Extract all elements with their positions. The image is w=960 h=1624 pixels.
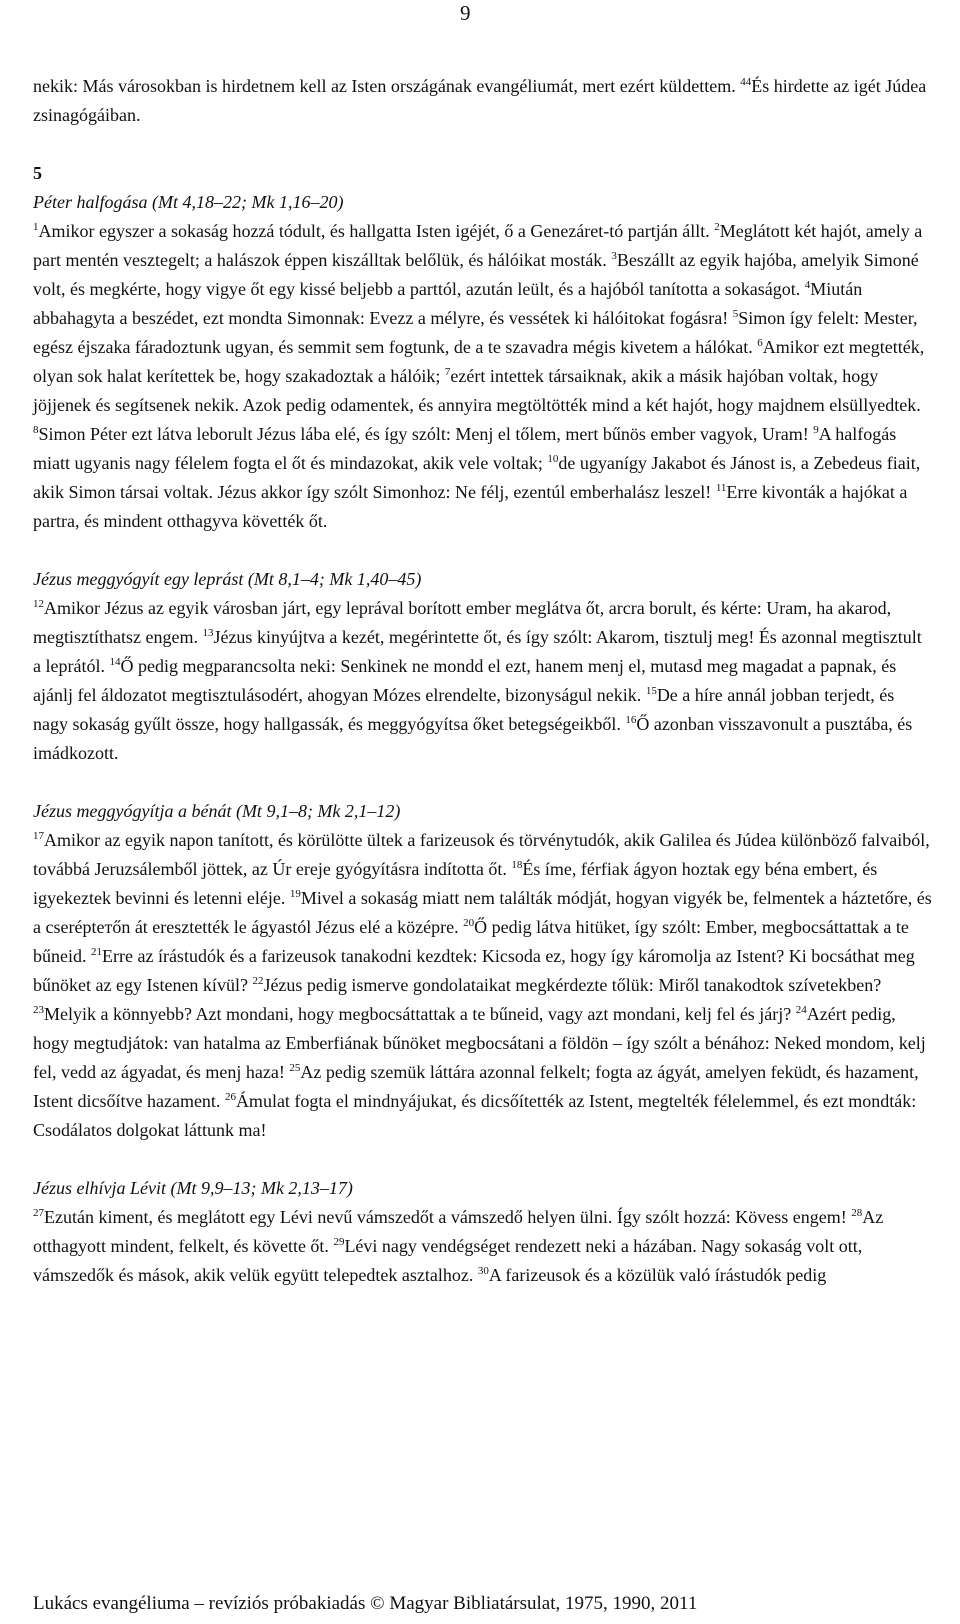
verse-number: 22: [252, 975, 264, 987]
verse-text: Miután abbahagyta a beszédet, ezt mondta Simonnak: Evezz a mélyre, és vessétek ki hálóitokat fogásra!: [33, 279, 863, 328]
verse-text: Jézus kinyújtva a kezét, megérintette őt, és így szólt: Akarom, tisztulj meg! És azonnal megtisztult a leprától.: [33, 627, 922, 676]
section-paragraph: [33, 1203, 933, 1290]
intro-paragraph: [33, 72, 933, 130]
verse-text: Amikor Jézus az egyik városban járt, egy leprával borított ember meglátva őt, arcra borult, és kérte: Uram, ha akarod, megtisztíthatsz engem.: [33, 598, 892, 647]
verse-text: Amikor egyszer a sokaság hozzá tódult, és hallgatta Isten igéjét, ő a Genezáret-tó partján állt.: [38, 221, 715, 241]
verse-text: Melyik a könnyebb? Azt mondani, hogy megbocsáttattak a te bűneid, vagy azt mondani, kelj fel és járj?: [44, 1004, 796, 1024]
verse-text: Erre az írástudók és a farizeusok tanakodni kezdtek: Kicsoda ez, hogy így káromolja az Istent? Ki bocsáthat meg bűnöket az egy Istenen kívül?: [33, 946, 915, 995]
verse-number: 16: [625, 714, 637, 726]
verse-number: 30: [477, 1265, 489, 1277]
verse-number: 23: [33, 1004, 44, 1016]
verse-number: 8: [33, 424, 39, 436]
verse-text: Azért pedig, hogy megtudjátok: van hatalma az Emberfiának bűnöket megbocsátani a földön – így szólt a bénához: Neked mondom, kelj fel, vedd az ágyadat, és menj haza!: [33, 1004, 926, 1082]
verse-text: Amikor az egyik napon tanított, és körülötte ültek a farizeusok és törvénytudók, akik Galilea és Júdea különböző falvaiból, továbbá Jeruzsálemből jöttek, az Úr ereje gyógyításra indította őt.: [33, 830, 930, 879]
verse-number: 12: [33, 598, 44, 610]
verse-text: Jézus pedig ismerve gondolataikat megkérdezte tőlük: Miről tanakodtok szívetekben?: [263, 975, 882, 995]
verse-text: Ezután kiment, és meglátott egy Lévi nevű vámszedőt a vámszedő helyen ülni. Így szólt hozzá: Kövess engem!: [44, 1207, 852, 1227]
verse-number: 4: [804, 279, 811, 291]
verse-number: 27: [33, 1207, 44, 1219]
verse-number: 2: [714, 221, 720, 233]
section-paragraph: [33, 594, 933, 768]
verse-text: A farizeusok és a közülük való írástudók pedig: [488, 1265, 827, 1285]
verse-number: 13: [202, 627, 214, 639]
verse-number: 29: [333, 1236, 345, 1248]
verse-number: 24: [795, 1004, 807, 1016]
verse-text: nekik: Más városokban is hirdetnem kell az Isten országának evangéliumát, mert ezért küldettem.: [33, 76, 741, 96]
verse-number: 20: [463, 917, 475, 929]
verse-number: 44: [740, 76, 752, 88]
verse-text: A halfogás miatt ugyanis nagy félelem fogta el őt és mindazokat, akik vele voltak;: [33, 424, 897, 473]
verse-number: 9: [813, 424, 819, 436]
verse-number: 15: [645, 685, 657, 697]
verse-number: 11: [715, 482, 727, 494]
verse-number: 17: [33, 830, 44, 842]
verse-number: 6: [757, 337, 763, 349]
verse-text: De a híre annál jobban terjedt, és nagy sokaság gyűlt össze, hogy hallgassák, és meggyógyítsa őket betegségeikből.: [33, 685, 895, 734]
verse-number: 1: [33, 221, 39, 233]
verse-number: 18: [511, 859, 523, 871]
verse-text: Az otthagyott mindent, felkelt, és követte őt.: [33, 1207, 884, 1256]
verse-text: Amikor ezt megtették, olyan sok halat kerítettek be, hogy szakadoztak a hálóik;: [33, 337, 925, 386]
verse-text: Simon Péter ezt látva leborult Jézus lába elé, és így szólt: Menj el tőlem, mert bűnös ember vagyok, Uram!: [38, 424, 814, 444]
verse-number: 25: [289, 1062, 301, 1074]
section-paragraph: [33, 217, 933, 536]
section-title: Jézus meggyógyítja a bénát (Mt 9,1–8; Mk 2,1–12): [33, 801, 401, 821]
verse-text: Ő azonban visszavonult a pusztába, és imádkozott.: [33, 714, 913, 763]
verse-text: Ő pedig látva hitüket, így szólt: Ember, megbocsáttattak a te bűneid.: [33, 917, 909, 966]
verse-number: 7: [444, 366, 451, 378]
page-footer: Lukács evangéliuma – revíziós próbakiadás © Magyar Bibliatársulat, 1975, 1990, 2011: [33, 1593, 698, 1614]
section-title: Jézus meggyógyít egy leprást (Mt 8,1–4; Mk 1,40–45): [33, 569, 422, 589]
spacer: [33, 130, 933, 159]
spacer: [33, 536, 933, 565]
verse-text: Erre kivonták a hajókat a partra, és mindent otthagyva követték őt.: [33, 482, 908, 531]
verse-text: ezért intettek társaiknak, akik a másik hajóban voltak, hogy jöjjenek és segítsenek nekik. Azok pedig odamentek, és annyira megtöltötték mind a két hajót, hogy majdnem elsüllyedtek.: [33, 366, 921, 415]
verse-text: És hirdette az igét Júdea zsinagógáiban.: [33, 76, 927, 125]
verse-text: És íme, férfiak ágyon hoztak egy béna embert, és igyekeztek bevinni és letenni eléje.: [33, 859, 878, 908]
verse-text: Meglátott két hajót, amely a part mentén vesztegelt; a halászok éppen kiszálltak belőlük, és hálóikat mosták.: [33, 221, 923, 270]
verse-text: Ámulat fogta el mindnyájukat, és dicsőítették az Istent, megtelték félelemmel, és ezt mondták: Csodálatos dolgokat láttunk ma!: [33, 1091, 917, 1140]
verse-text: de ugyanígy Jakabot és Jánost is, a Zebedeus fiait, akik Simon társai voltak. Jézus akkor így szólt Simonhoz: Ne félj, ezentúl emberhalász leszel!: [33, 453, 921, 502]
spacer: [33, 768, 933, 797]
page-body: [33, 72, 933, 1290]
verse-number: 19: [289, 888, 301, 900]
verse-number: 10: [547, 453, 559, 465]
verse-number: 21: [91, 946, 102, 958]
page-number: 9: [460, 1, 471, 25]
chapter-number: 5: [33, 163, 42, 183]
verse-number: 26: [224, 1091, 236, 1103]
spacer: [33, 1145, 933, 1174]
verse-text: Lévi nagy vendégséget rendezett neki a házában. Nagy sokaság volt ott, vámszedők és mások, akik velük együtt telepedtek asztalhoz.: [33, 1236, 863, 1285]
section-title: Péter halfogása (Mt 4,18–22; Mk 1,16–20): [33, 192, 344, 212]
section-paragraph: [33, 826, 933, 1145]
verse-number: 3: [611, 250, 617, 262]
verse-text: Simon így felelt: Mester, egész éjszaka fáradoztunk ugyan, és semmit sem fogtunk, de a te szavadra mégis kivetem a hálókat.: [33, 308, 918, 357]
verse-text: Mivel a sokaság miatt nem találták módját, hogyan vigyék be, felmentek a háztetőre, és a cserépteтőn át eresztették le ágyastól Jézus elé a középre.: [33, 888, 932, 937]
sections: [33, 188, 933, 1290]
verse-text: Az pedig szemük láttára azonnal felkelt; fogta az ágyát, amelyen feküdt, és hazament, Istent dicsőítve hazament.: [33, 1062, 919, 1111]
verse-number: 5: [732, 308, 739, 320]
verse-text: Beszállt az egyik hajóba, amelyik Simoné volt, és megkérte, hogy vigye őt egy kissé beljebb a parttól, azután leült, és a hajóból tanította a sokaságot.: [33, 250, 919, 299]
section-title: Jézus elhívja Lévit (Mt 9,9–13; Mk 2,13–17): [33, 1178, 353, 1198]
verse-text: Ő pedig megparancsolta neki: Senkinek ne mondd el ezt, hanem menj el, mutasd meg magadat a papnak, és ajánlj fel áldozatot megtisztulásodért, ahogyan Mózes elrendelte, bizonyságul nekik.: [33, 656, 897, 705]
verse-number: 14: [109, 656, 121, 668]
verse-number: 28: [851, 1207, 863, 1219]
